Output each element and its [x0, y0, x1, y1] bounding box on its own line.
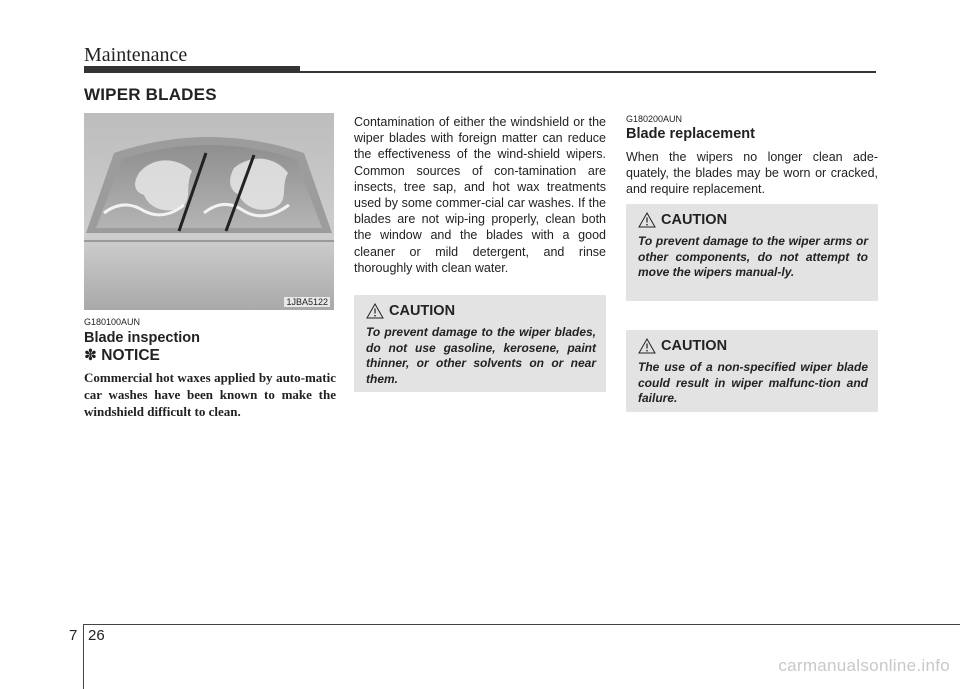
header-rule-thin: [300, 71, 876, 73]
caution-text: To prevent damage to the wiper arms or other components, do not attempt to move the wipers manual-ly.: [638, 234, 868, 279]
contamination-text: Contamination of either the windshield or the wiper blades with foreign matter can reduce the effectiveness of the wind-shield wipers. Common sources of con-tamination are insects, tree sap, and hot wax treatments used by some commer-cial car washes. If the blades are not wip-ing properly, clean both the window and the blades with a good cleaner or mild detergent, and rinse thoroughly with clean water.: [354, 115, 606, 275]
inspection-title: Blade inspection: [84, 330, 201, 346]
warning-triangle-icon: [366, 303, 384, 319]
inspection-code: G180100AUN: [84, 317, 141, 327]
warning-triangle-icon: [638, 338, 656, 354]
header-rule-thick: [84, 66, 300, 73]
watermark: carmanualsonline.info: [778, 656, 950, 675]
page-number: 26: [88, 627, 105, 644]
replacement-text: When the wipers no longer clean ade-quately, the blades may be worn or cracked, and require replacement.: [626, 150, 878, 197]
chapter-number: 7: [69, 627, 78, 644]
replacement-code: G180200AUN: [626, 114, 683, 124]
footer-rule: [84, 624, 960, 625]
caution-box-right-2: [626, 330, 878, 412]
notice-text: Commercial hot waxes applied by auto-matic car washes have been known to make the windshield difficult to clean.: [84, 370, 336, 419]
windshield-illustration: [84, 113, 334, 310]
warning-triangle-icon: [638, 212, 656, 228]
caution-text: To prevent damage to the wiper blades, do not use gasoline, kerosene, paint thinner, or other solvents on or near them.: [366, 325, 596, 386]
caution-box-right-1: [626, 204, 878, 301]
footer-divider: [83, 624, 84, 689]
header-title: Maintenance: [84, 44, 188, 66]
section-title: WIPER BLADES: [84, 85, 217, 104]
notice-heading: ✽ NOTICE: [84, 347, 160, 364]
caution-text: The use of a non-specified wiper blade could result in wiper malfunc-tion and failure.: [638, 360, 868, 405]
windshield-figure: [84, 113, 334, 310]
caution-label: CAUTION: [389, 303, 456, 319]
replacement-title: Blade replacement: [626, 126, 755, 142]
caution-label: CAUTION: [661, 212, 728, 228]
figure-code: 1JBA5122: [286, 297, 328, 307]
caution-box-middle: [354, 295, 606, 392]
caution-label: CAUTION: [661, 338, 728, 354]
